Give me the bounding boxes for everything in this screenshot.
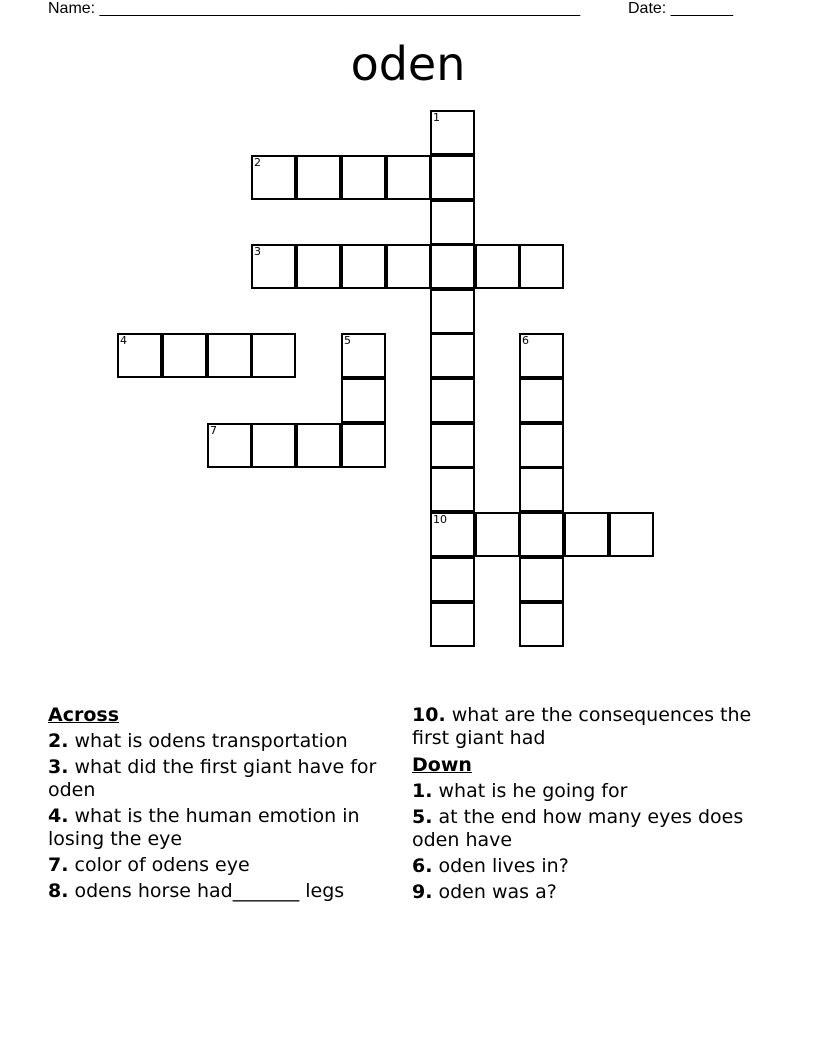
grid-cell[interactable]	[251, 333, 296, 378]
grid-cell[interactable]	[519, 423, 564, 468]
clue-down-5: 5. at the end how many eyes does oden have	[412, 806, 744, 851]
down-heading: Down	[412, 754, 472, 776]
across-heading: Across	[48, 704, 120, 726]
clue-across-3: 3. what did the first giant have for oden	[48, 756, 377, 801]
clue-down-1: 1. what is he going for	[412, 780, 628, 802]
clue-across-8: 8. odens horse had_______ legs	[48, 880, 345, 902]
clue-number-6: 6	[522, 334, 529, 347]
grid-cell[interactable]	[430, 602, 475, 647]
grid-cell[interactable]	[430, 110, 475, 155]
grid-cell[interactable]	[430, 155, 475, 200]
grid-cell[interactable]	[430, 557, 475, 602]
grid-cell[interactable]	[117, 333, 162, 378]
grid-cell[interactable]	[341, 333, 386, 378]
clue-down-9: 9. oden was a?	[412, 881, 557, 903]
clue-number-7: 7	[210, 424, 217, 437]
clue-across-10: 10. what are the consequences the first giant had	[412, 704, 752, 749]
clue-number-4: 4	[120, 334, 127, 347]
clue-number-10: 10	[433, 513, 447, 526]
puzzle-title: oden	[350, 37, 466, 91]
grid-cell[interactable]	[430, 423, 475, 468]
grid-cell[interactable]	[207, 423, 252, 468]
clue-number-2: 2	[254, 156, 261, 169]
clue-across-7: 7. color of odens eye	[48, 854, 250, 876]
clue-across-2: 2. what is odens transportation	[48, 730, 348, 752]
grid-cell[interactable]	[519, 333, 564, 378]
grid-cell[interactable]	[162, 333, 207, 378]
grid-cell[interactable]	[519, 557, 564, 602]
grid-cell[interactable]	[519, 467, 564, 512]
grid-cell[interactable]	[430, 200, 475, 245]
grid-cell[interactable]	[207, 333, 252, 378]
grid-cell[interactable]	[519, 244, 564, 289]
clue-number-1: 1	[433, 111, 440, 124]
grid-cell[interactable]	[251, 155, 296, 200]
grid-cell[interactable]	[341, 244, 386, 289]
grid-cell[interactable]	[386, 244, 431, 289]
grid-cell[interactable]	[296, 423, 341, 468]
clue-down-6: 6. oden lives in?	[412, 855, 569, 877]
grid-cell[interactable]	[430, 289, 475, 334]
grid-cell[interactable]	[386, 155, 431, 200]
grid-cell[interactable]	[430, 512, 475, 557]
grid-cell[interactable]	[251, 423, 296, 468]
grid-cell[interactable]	[430, 378, 475, 423]
grid-cell[interactable]	[519, 378, 564, 423]
grid-cell[interactable]	[475, 244, 520, 289]
grid-cell[interactable]	[430, 244, 475, 289]
clue-across-4: 4. what is the human emotion in losing the eye	[48, 805, 360, 850]
clue-number-3: 3	[254, 245, 261, 258]
grid-cell[interactable]	[430, 333, 475, 378]
grid-cell[interactable]	[251, 244, 296, 289]
clues-column-left	[48, 700, 388, 906]
grid-cell[interactable]	[296, 244, 341, 289]
grid-cell[interactable]	[519, 512, 564, 557]
date-field-label[interactable]: Date: _______	[628, 0, 733, 17]
grid-cell[interactable]	[475, 512, 520, 557]
grid-cell[interactable]	[296, 155, 341, 200]
clue-number-5: 5	[344, 334, 351, 347]
grid-cell[interactable]	[564, 512, 609, 557]
grid-cell[interactable]	[609, 512, 654, 557]
name-field-label[interactable]: Name: ______________________________________________________	[48, 0, 581, 17]
grid-cell[interactable]	[341, 155, 386, 200]
grid-cell[interactable]	[519, 602, 564, 647]
grid-cell[interactable]	[341, 378, 386, 423]
grid-cell[interactable]	[341, 423, 386, 468]
grid-cell[interactable]	[430, 467, 475, 512]
clues-column-right	[412, 700, 762, 907]
